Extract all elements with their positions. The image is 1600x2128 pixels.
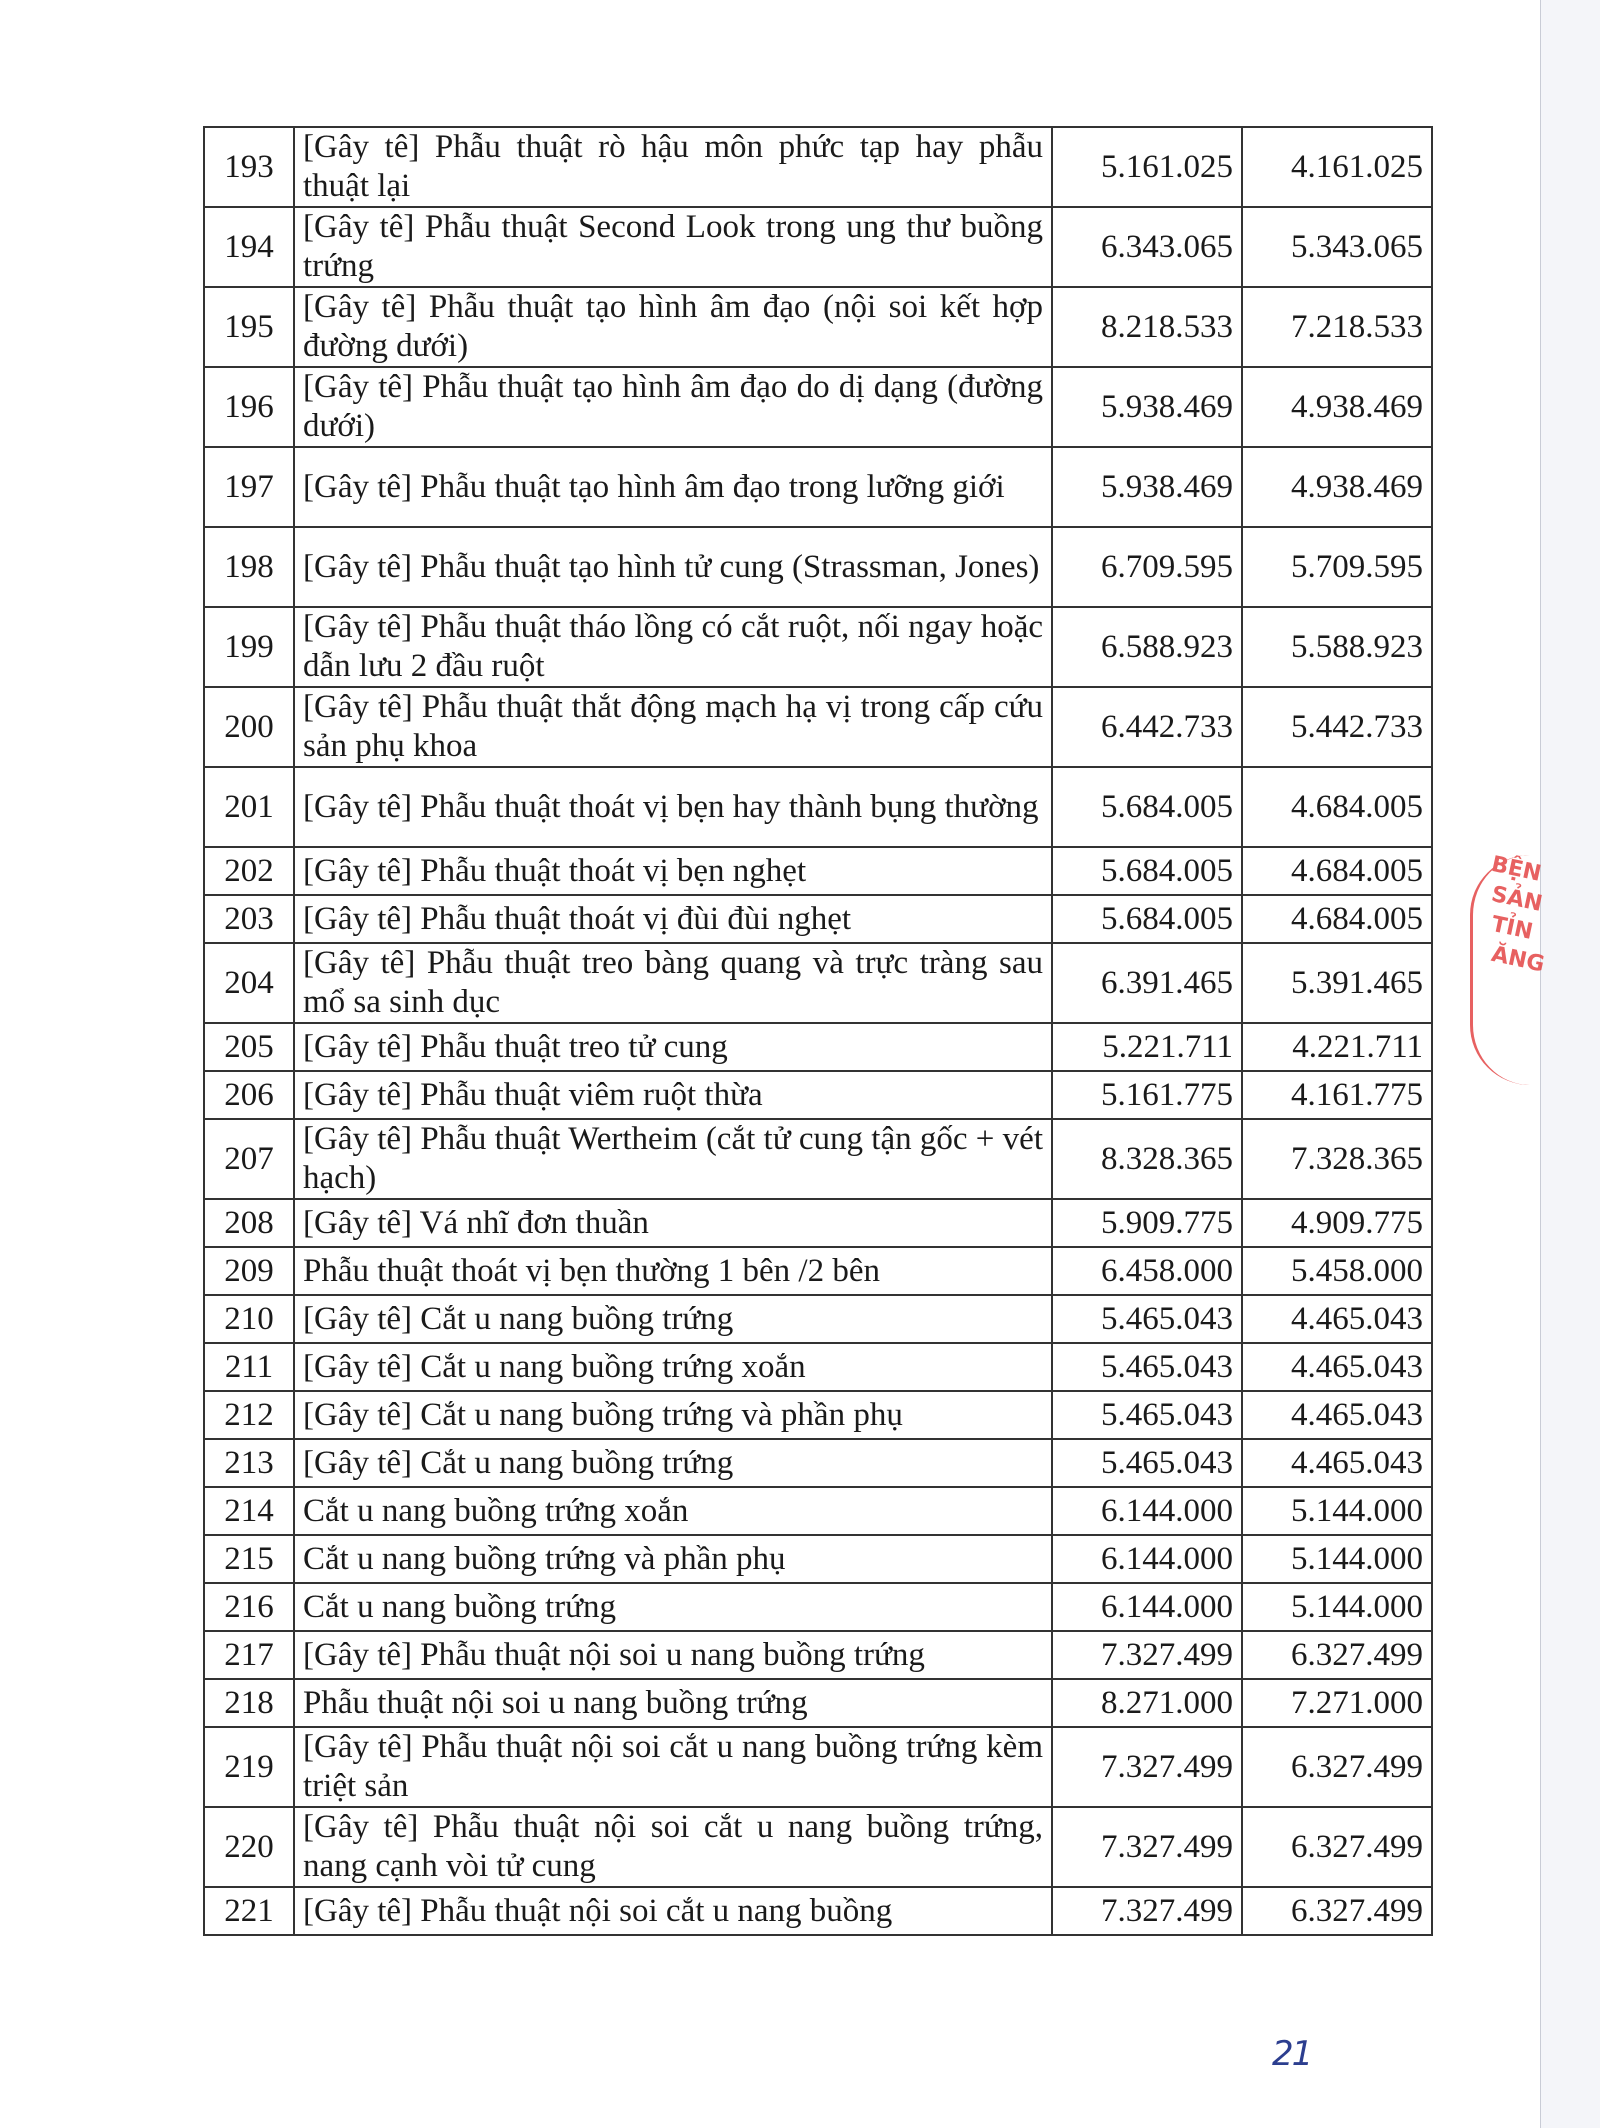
table-row bbox=[204, 943, 1432, 1023]
price-2: 6.327.499 bbox=[1242, 1727, 1432, 1807]
price-2: 4.938.469 bbox=[1242, 447, 1432, 527]
row-number: 213 bbox=[204, 1439, 294, 1487]
price-1: 7.327.499 bbox=[1052, 1727, 1242, 1807]
procedure-name: [Gây tê] Phẫu thuật treo bàng quang và trực tràng sau mổ sa sinh dục bbox=[294, 943, 1052, 1023]
stamp-text-2: SẢN bbox=[1489, 881, 1545, 917]
procedure-name: [Gây tê] Phẫu thuật viêm ruột thừa bbox=[294, 1071, 1052, 1119]
procedure-name: [Gây tê] Phẫu thuật Second Look trong ung thư buồng trứng bbox=[294, 207, 1052, 287]
procedure-name: [Gây tê] Phẫu thuật nội soi u nang buồng trứng bbox=[294, 1631, 1052, 1679]
procedure-name: [Gây tê] Phẫu thuật thoát vị đùi đùi nghẹt bbox=[294, 895, 1052, 943]
procedure-name: Cắt u nang buồng trứng xoắn bbox=[294, 1487, 1052, 1535]
row-number: 217 bbox=[204, 1631, 294, 1679]
page-signature-mark: 21 bbox=[1272, 2034, 1312, 2074]
row-number: 198 bbox=[204, 527, 294, 607]
procedure-name: [Gây tê] Phẫu thuật thoát vị bẹn hay thành bụng thường bbox=[294, 767, 1052, 847]
price-1: 5.465.043 bbox=[1052, 1439, 1242, 1487]
price-2: 6.327.499 bbox=[1242, 1807, 1432, 1887]
price-2: 5.709.595 bbox=[1242, 527, 1432, 607]
price-1: 6.343.065 bbox=[1052, 207, 1242, 287]
row-number: 210 bbox=[204, 1295, 294, 1343]
stamp-text-3: TỈN bbox=[1489, 911, 1535, 945]
price-2: 4.684.005 bbox=[1242, 895, 1432, 943]
table-row bbox=[204, 1887, 1432, 1935]
table-row bbox=[204, 127, 1432, 207]
table-row bbox=[204, 527, 1432, 607]
procedure-name: [Gây tê] Phẫu thuật Wertheim (cắt tử cung tận gốc + vét hạch) bbox=[294, 1119, 1052, 1199]
procedure-name: [Gây tê] Cắt u nang buồng trứng và phần phụ bbox=[294, 1391, 1052, 1439]
table-row bbox=[204, 1807, 1432, 1887]
price-1: 5.684.005 bbox=[1052, 895, 1242, 943]
procedure-name: [Gây tê] Vá nhĩ đơn thuần bbox=[294, 1199, 1052, 1247]
price-1: 5.684.005 bbox=[1052, 767, 1242, 847]
price-2: 4.465.043 bbox=[1242, 1391, 1432, 1439]
price-2: 7.218.533 bbox=[1242, 287, 1432, 367]
table-row bbox=[204, 287, 1432, 367]
price-1: 8.218.533 bbox=[1052, 287, 1242, 367]
row-number: 202 bbox=[204, 847, 294, 895]
table-row bbox=[204, 1631, 1432, 1679]
table-row bbox=[204, 607, 1432, 687]
price-2: 7.328.365 bbox=[1242, 1119, 1432, 1199]
row-number: 212 bbox=[204, 1391, 294, 1439]
price-1: 5.938.469 bbox=[1052, 367, 1242, 447]
row-number: 214 bbox=[204, 1487, 294, 1535]
row-number: 208 bbox=[204, 1199, 294, 1247]
table-row bbox=[204, 1535, 1432, 1583]
stamp-text-4: ĂNG bbox=[1489, 941, 1547, 978]
stamp-text-1: BỆN bbox=[1489, 851, 1544, 887]
price-1: 5.465.043 bbox=[1052, 1295, 1242, 1343]
price-1: 6.709.595 bbox=[1052, 527, 1242, 607]
procedure-name: [Gây tê] Cắt u nang buồng trứng xoắn bbox=[294, 1343, 1052, 1391]
table-row bbox=[204, 895, 1432, 943]
procedure-name: [Gây tê] Cắt u nang buồng trứng bbox=[294, 1439, 1052, 1487]
price-1: 5.684.005 bbox=[1052, 847, 1242, 895]
price-2: 6.327.499 bbox=[1242, 1631, 1432, 1679]
price-1: 5.465.043 bbox=[1052, 1343, 1242, 1391]
price-2: 5.144.000 bbox=[1242, 1487, 1432, 1535]
row-number: 221 bbox=[204, 1887, 294, 1935]
price-2: 4.161.025 bbox=[1242, 127, 1432, 207]
price-1: 7.327.499 bbox=[1052, 1807, 1242, 1887]
row-number: 194 bbox=[204, 207, 294, 287]
price-2: 4.684.005 bbox=[1242, 847, 1432, 895]
price-1: 5.465.043 bbox=[1052, 1391, 1242, 1439]
procedure-name: [Gây tê] Phẫu thuật tạo hình âm đạo trong lưỡng giới bbox=[294, 447, 1052, 527]
price-2: 5.343.065 bbox=[1242, 207, 1432, 287]
row-number: 216 bbox=[204, 1583, 294, 1631]
price-1: 7.327.499 bbox=[1052, 1887, 1242, 1935]
price-2: 5.144.000 bbox=[1242, 1535, 1432, 1583]
price-2: 5.144.000 bbox=[1242, 1583, 1432, 1631]
red-stamp bbox=[1470, 851, 1547, 1085]
procedure-name: [Gây tê] Phẫu thuật thắt động mạch hạ vị trong cấp cứu sản phụ khoa bbox=[294, 687, 1052, 767]
price-1: 6.458.000 bbox=[1052, 1247, 1242, 1295]
table-row bbox=[204, 1487, 1432, 1535]
price-1: 5.161.775 bbox=[1052, 1071, 1242, 1119]
price-2: 4.938.469 bbox=[1242, 367, 1432, 447]
table-row bbox=[204, 847, 1432, 895]
price-2: 4.465.043 bbox=[1242, 1343, 1432, 1391]
procedure-name: [Gây tê] Phẫu thuật tạo hình âm đạo (nội soi kết hợp đường dưới) bbox=[294, 287, 1052, 367]
price-1: 7.327.499 bbox=[1052, 1631, 1242, 1679]
table-row bbox=[204, 1391, 1432, 1439]
price-1: 6.442.733 bbox=[1052, 687, 1242, 767]
row-number: 219 bbox=[204, 1727, 294, 1807]
price-2: 6.327.499 bbox=[1242, 1887, 1432, 1935]
row-number: 200 bbox=[204, 687, 294, 767]
row-number: 215 bbox=[204, 1535, 294, 1583]
row-number: 196 bbox=[204, 367, 294, 447]
price-1: 6.144.000 bbox=[1052, 1583, 1242, 1631]
procedure-name: [Gây tê] Phẫu thuật thoát vị bẹn nghẹt bbox=[294, 847, 1052, 895]
price-2: 7.271.000 bbox=[1242, 1679, 1432, 1727]
procedure-name: Cắt u nang buồng trứng bbox=[294, 1583, 1052, 1631]
procedure-name: Phẫu thuật thoát vị bẹn thường 1 bên /2 bên bbox=[294, 1247, 1052, 1295]
price-1: 8.328.365 bbox=[1052, 1119, 1242, 1199]
table-row bbox=[204, 207, 1432, 287]
procedure-name: Phẫu thuật nội soi u nang buồng trứng bbox=[294, 1679, 1052, 1727]
row-number: 193 bbox=[204, 127, 294, 207]
row-number: 201 bbox=[204, 767, 294, 847]
table-row bbox=[204, 1023, 1432, 1071]
table-row bbox=[204, 1343, 1432, 1391]
price-2: 5.391.465 bbox=[1242, 943, 1432, 1023]
table-row bbox=[204, 1727, 1432, 1807]
price-1: 6.144.000 bbox=[1052, 1487, 1242, 1535]
row-number: 204 bbox=[204, 943, 294, 1023]
procedure-name: Cắt u nang buồng trứng và phần phụ bbox=[294, 1535, 1052, 1583]
row-number: 209 bbox=[204, 1247, 294, 1295]
table-row bbox=[204, 367, 1432, 447]
table-row bbox=[204, 1679, 1432, 1727]
price-2: 5.458.000 bbox=[1242, 1247, 1432, 1295]
row-number: 218 bbox=[204, 1679, 294, 1727]
price-1: 5.938.469 bbox=[1052, 447, 1242, 527]
price-2: 4.465.043 bbox=[1242, 1439, 1432, 1487]
procedure-name: [Gây tê] Cắt u nang buồng trứng bbox=[294, 1295, 1052, 1343]
procedure-name: [Gây tê] Phẫu thuật treo tử cung bbox=[294, 1023, 1052, 1071]
row-number: 205 bbox=[204, 1023, 294, 1071]
price-1: 5.909.775 bbox=[1052, 1199, 1242, 1247]
price-1: 5.161.025 bbox=[1052, 127, 1242, 207]
price-1: 5.221.711 bbox=[1052, 1023, 1242, 1071]
price-2: 5.588.923 bbox=[1242, 607, 1432, 687]
row-number: 207 bbox=[204, 1119, 294, 1199]
procedure-name: [Gây tê] Phẫu thuật tạo hình tử cung (Strassman, Jones) bbox=[294, 527, 1052, 607]
price-2: 4.465.043 bbox=[1242, 1295, 1432, 1343]
table-row bbox=[204, 447, 1432, 527]
price-1: 8.271.000 bbox=[1052, 1679, 1242, 1727]
price-1: 6.391.465 bbox=[1052, 943, 1242, 1023]
table-row bbox=[204, 1199, 1432, 1247]
procedure-name: [Gây tê] Phẫu thuật nội soi cắt u nang buồng trứng kèm triệt sản bbox=[294, 1727, 1052, 1807]
row-number: 220 bbox=[204, 1807, 294, 1887]
price-2: 4.221.711 bbox=[1242, 1023, 1432, 1071]
procedure-name: [Gây tê] Phẫu thuật nội soi cắt u nang buồng bbox=[294, 1887, 1052, 1935]
row-number: 195 bbox=[204, 287, 294, 367]
row-number: 197 bbox=[204, 447, 294, 527]
row-number: 203 bbox=[204, 895, 294, 943]
table-row bbox=[204, 687, 1432, 767]
table-row bbox=[204, 1071, 1432, 1119]
procedure-name: [Gây tê] Phẫu thuật tạo hình âm đạo do dị dạng (đường dưới) bbox=[294, 367, 1052, 447]
price-2: 4.909.775 bbox=[1242, 1199, 1432, 1247]
price-2: 4.161.775 bbox=[1242, 1071, 1432, 1119]
table-row bbox=[204, 1583, 1432, 1631]
procedure-name: [Gây tê] Phẫu thuật tháo lồng có cắt ruột, nối ngay hoặc dẫn lưu 2 đầu ruột bbox=[294, 607, 1052, 687]
price-1: 6.588.923 bbox=[1052, 607, 1242, 687]
procedure-name: [Gây tê] Phẫu thuật rò hậu môn phức tạp hay phẫu thuật lại bbox=[294, 127, 1052, 207]
row-number: 206 bbox=[204, 1071, 294, 1119]
price-2: 4.684.005 bbox=[1242, 767, 1432, 847]
table-row bbox=[204, 1119, 1432, 1199]
procedure-name: [Gây tê] Phẫu thuật nội soi cắt u nang buồng trứng, nang cạnh vòi tử cung bbox=[294, 1807, 1052, 1887]
table-row bbox=[204, 1439, 1432, 1487]
row-number: 199 bbox=[204, 607, 294, 687]
price-1: 6.144.000 bbox=[1052, 1535, 1242, 1583]
price-2: 5.442.733 bbox=[1242, 687, 1432, 767]
price-table-body bbox=[204, 127, 1432, 1935]
table-row bbox=[204, 1295, 1432, 1343]
price-table bbox=[203, 126, 1433, 1936]
row-number: 211 bbox=[204, 1343, 294, 1391]
table-row bbox=[204, 1247, 1432, 1295]
table-row bbox=[204, 767, 1432, 847]
